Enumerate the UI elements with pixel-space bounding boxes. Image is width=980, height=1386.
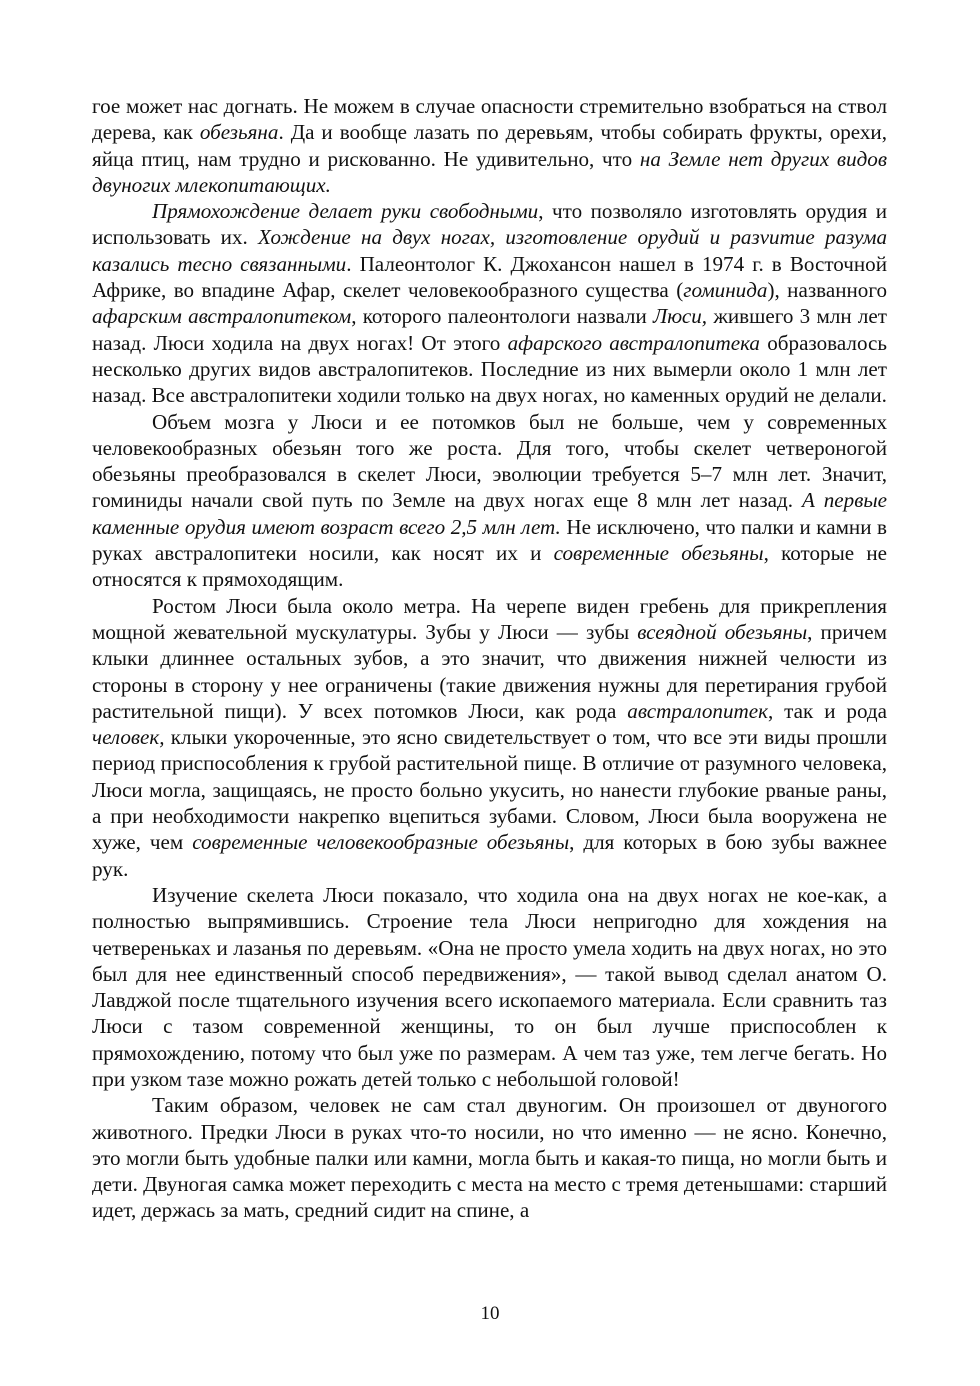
page-body	[92, 93, 887, 1224]
text-run: клыки укороченные, это ясно свидетельствует о том, что все эти виды прошли период приспособления к грубой растительной пище. В отличие от разумного человека, Люси могла, защищаясь, не просто больно укусить, но нанести глубокие рваные раны, а при необходимости накрепко вцепиться зубами. Словом, Люси была вооружена не хуже, чем	[92, 725, 887, 855]
text-run: , которого палеонтологи назвали	[351, 304, 653, 329]
text-run: Объем мозга у Люси и ее потомков был не больше, чем у современных человекообразных обезьян того же роста. Для того, чтобы скелет четвероногой обезьяны преобразовался в скелет Люси, эволюции требуется 5–7 млн лет. Значит, гоминиды начали свой путь по Земле на двух ногах еще 8 млн лет назад.	[92, 409, 887, 513]
italic-run: на Земле нет других видов двуногих млекопитающих.	[92, 146, 888, 197]
italic-run: Люси,	[652, 304, 708, 329]
text-run: Изучение скелета Люси показало, что ходила она на двух ногах не кое-как, а полностью выпрямившись. Строение тела Люси непригодно для хождения на четвереньках и лазанья по деревьям. «Она не просто умела ходить на двух ногах, но это был для нее единственный способ передвижения», — такой вывод сделал анатом О. Лавджой после тщательного изучения всего ископаемого материала. Если сравнить таз Люси с тазом современной женщины, то он был лучше приспособлен к прямохождению, потому что был уже по размерам. А чем таз уже, тем легче бегать. Но при узком тазе можно рожать детей только с небольшой головой!	[92, 882, 887, 1091]
italic-run: современные человекообразные обезьяны	[192, 830, 570, 855]
text-run: ), названного	[767, 278, 887, 303]
paragraph-6	[92, 1092, 887, 1223]
italic-run: Прямохождение делает руки свободными	[152, 199, 539, 224]
text-run: Таким образом, человек не сам стал двуногим. Он произошел от двуногого животного. Предки Люси в руках что-то носили, но что именно — не ясно. Конечно, это могли быть удобные палки или камни, могла быть и какая-то пища, но могли быть и дети. Двуногая самка может переходить с места на место с тремя детенышами: старший идет, держась за мать, средний сидит на спине, а	[92, 1093, 887, 1223]
italic-run: гоминида	[683, 278, 768, 303]
italic-run: человек,	[92, 725, 165, 750]
text-run: жившего 3 млн лет назад. Люси ходила на двух ногах! От этого	[92, 304, 887, 355]
text-run: образовалось несколько других видов австралопитеков. Последние из них вымерли около 1 млн лет назад. Все австралопитеки ходили только на двух ногах, но каменных орудий не делали.	[92, 330, 887, 408]
text-run: , которые не относятся к прямоходящим.	[92, 541, 887, 592]
text-run: Ростом Люси была около метра. На черепе виден гребень для прикрепления мощной жевательной мускулатуры. Зубы у Люси — зубы	[92, 593, 887, 644]
italic-run: афарского австралопитека	[507, 330, 760, 355]
paragraph-1	[92, 93, 887, 198]
italic-run: Хождение на двух ногах, изготовление орудий и разvитие разума казались тесно связанными	[92, 225, 887, 276]
text-run: . Да и вообще лазать по деревьям, чтобы собирать фрукты, орехи, яйца птиц, нам трудно и рискованно. Не удивительно, что	[92, 120, 887, 171]
italic-run: австралопитек	[627, 698, 768, 723]
text-run: , так и рода	[767, 698, 887, 723]
text-run: Не исключено, что палки и камни в руках австралопитеки носили, как носят их и	[92, 514, 887, 566]
text-run: , для которых в бою зубы важнее рук.	[92, 830, 888, 881]
italic-run: А первые каменные орудия имеют возраст всего 2,5 млн лет.	[92, 488, 887, 539]
paragraph-4	[92, 593, 887, 882]
italic-run: современные обезьяны	[553, 541, 764, 566]
text-run: , что позволяло изготовлять орудия и использовать их.	[92, 199, 887, 250]
text-run: , причем клыки длиннее остальных зубов, а это значит, что движения нижней челюсти из стороны в сторону у нее ограничены (такие движения нужны для перетирания грубой растительной пищи). У всех потомков Люси, как рода	[92, 619, 887, 723]
paragraph-3	[92, 409, 887, 593]
italic-run: обезьяна	[199, 120, 279, 145]
page-number: 10	[480, 1303, 500, 1324]
italic-run: афарским австралопитеком	[92, 304, 352, 329]
paragraph-2	[92, 198, 887, 408]
paragraph-5	[92, 882, 887, 1092]
text-run: гое может нас догнать. Не можем в случае опасности стремительно взобраться на ствол дерева, как	[92, 94, 887, 145]
italic-run: всеядной обезьяны	[637, 619, 808, 644]
text-run: . Палеонтолог К. Джохансон нашел в 1974 г. в Восточной Африке, во впадине Афар, скелет человекообразного существа (	[92, 251, 887, 303]
